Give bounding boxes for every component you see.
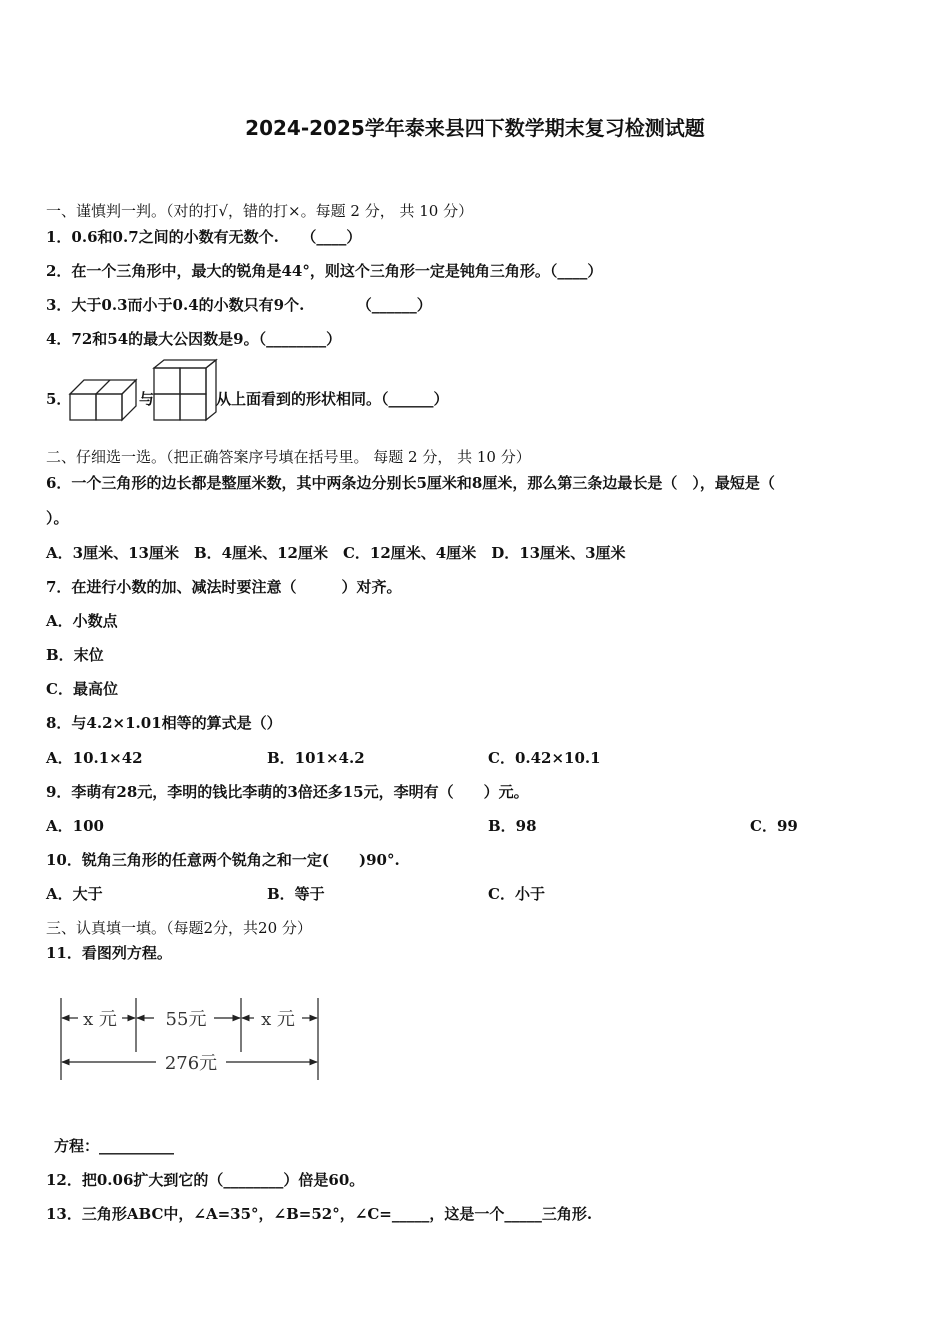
question-13: 13．三角形ABC中，∠A=35°，∠B=52°，∠C=_____，这是一个_____三角形.	[46, 1205, 593, 1223]
section1-heading: 一、谨慎判一判。（对的打√，错的打×。每题 2 分， 共 10 分）	[46, 202, 474, 220]
equation-line: 方程：__________	[54, 1137, 175, 1155]
question-9-option-b: B．98	[488, 817, 537, 835]
question-5-connector: 与	[139, 390, 155, 408]
question-1: 1．0.6和0.7之间的小数有无数个. （____）	[46, 228, 362, 246]
segment-diagram	[56, 990, 326, 1085]
question-8-option-b: B．101×4.2	[267, 749, 365, 767]
question-8: 8．与4.2×1.01相等的算式是（）	[46, 714, 282, 732]
question-4: 4．72和54的最大公因数是9。（________）	[46, 330, 342, 348]
question-7-option-a: A．小数点	[46, 612, 118, 630]
question-7-option-c: C．最高位	[46, 680, 118, 698]
question-10-option-b: B．等于	[267, 885, 325, 903]
diagram-label-middle: 55元	[165, 1009, 207, 1030]
question-6: 6．一个三角形的边长都是整厘米数，其中两条边分别长5厘米和8厘米，那么第三条边最长是（ ），最短是（	[46, 474, 775, 492]
section2-heading: 二、仔细选一选。（把正确答案序号填在括号里。 每题 2 分， 共 10 分）	[46, 448, 531, 466]
question-10-option-a: A．大于	[46, 885, 103, 903]
diagram-label-total: 276元	[164, 1053, 218, 1074]
question-5-number: 5．	[46, 390, 72, 408]
question-6-cont: ）。	[46, 509, 69, 527]
cube-row-figure	[68, 378, 140, 424]
cube-stack-figure	[152, 358, 218, 424]
question-9: 9．李萌有28元，李明的钱比李萌的3倍还多15元，李明有（ ）元。	[46, 783, 529, 801]
question-10: 10．锐角三角形的任意两个锐角之和一定( )90°.	[46, 851, 400, 869]
question-7-option-b: B．末位	[46, 646, 104, 664]
question-9-option-a: A．100	[46, 817, 104, 835]
question-12: 12．把0.06扩大到它的（________）倍是60。	[46, 1171, 365, 1189]
question-11: 11．看图列方程。	[46, 944, 172, 962]
question-8-option-a: A．10.1×42	[46, 749, 143, 767]
question-2: 2．在一个三角形中，最大的锐角是44°，则这个三角形一定是钝角三角形。（____）	[46, 262, 603, 280]
question-5-text: 从上面看到的形状相同。（______）	[216, 390, 449, 408]
question-7: 7．在进行小数的加、减法时要注意（ ）对齐。	[46, 578, 402, 596]
diagram-label-left: x 元	[83, 1009, 117, 1030]
page-title: 2024-2025学年泰来县四下数学期末复习检测试题	[245, 116, 705, 140]
question-6-options: A．3厘米、13厘米 B．4厘米、12厘米 C．12厘米、4厘米 D．13厘米、3厘米	[46, 544, 626, 562]
question-3: 3．大于0.3而小于0.4的小数只有9个. （______）	[46, 296, 432, 314]
section3-heading: 三、认真填一填。（每题2分，共20 分）	[46, 919, 312, 937]
question-9-option-c: C．99	[750, 817, 798, 835]
diagram-label-right: x 元	[261, 1009, 295, 1030]
question-10-option-c: C．小于	[488, 885, 545, 903]
question-8-option-c: C．0.42×10.1	[488, 749, 601, 767]
